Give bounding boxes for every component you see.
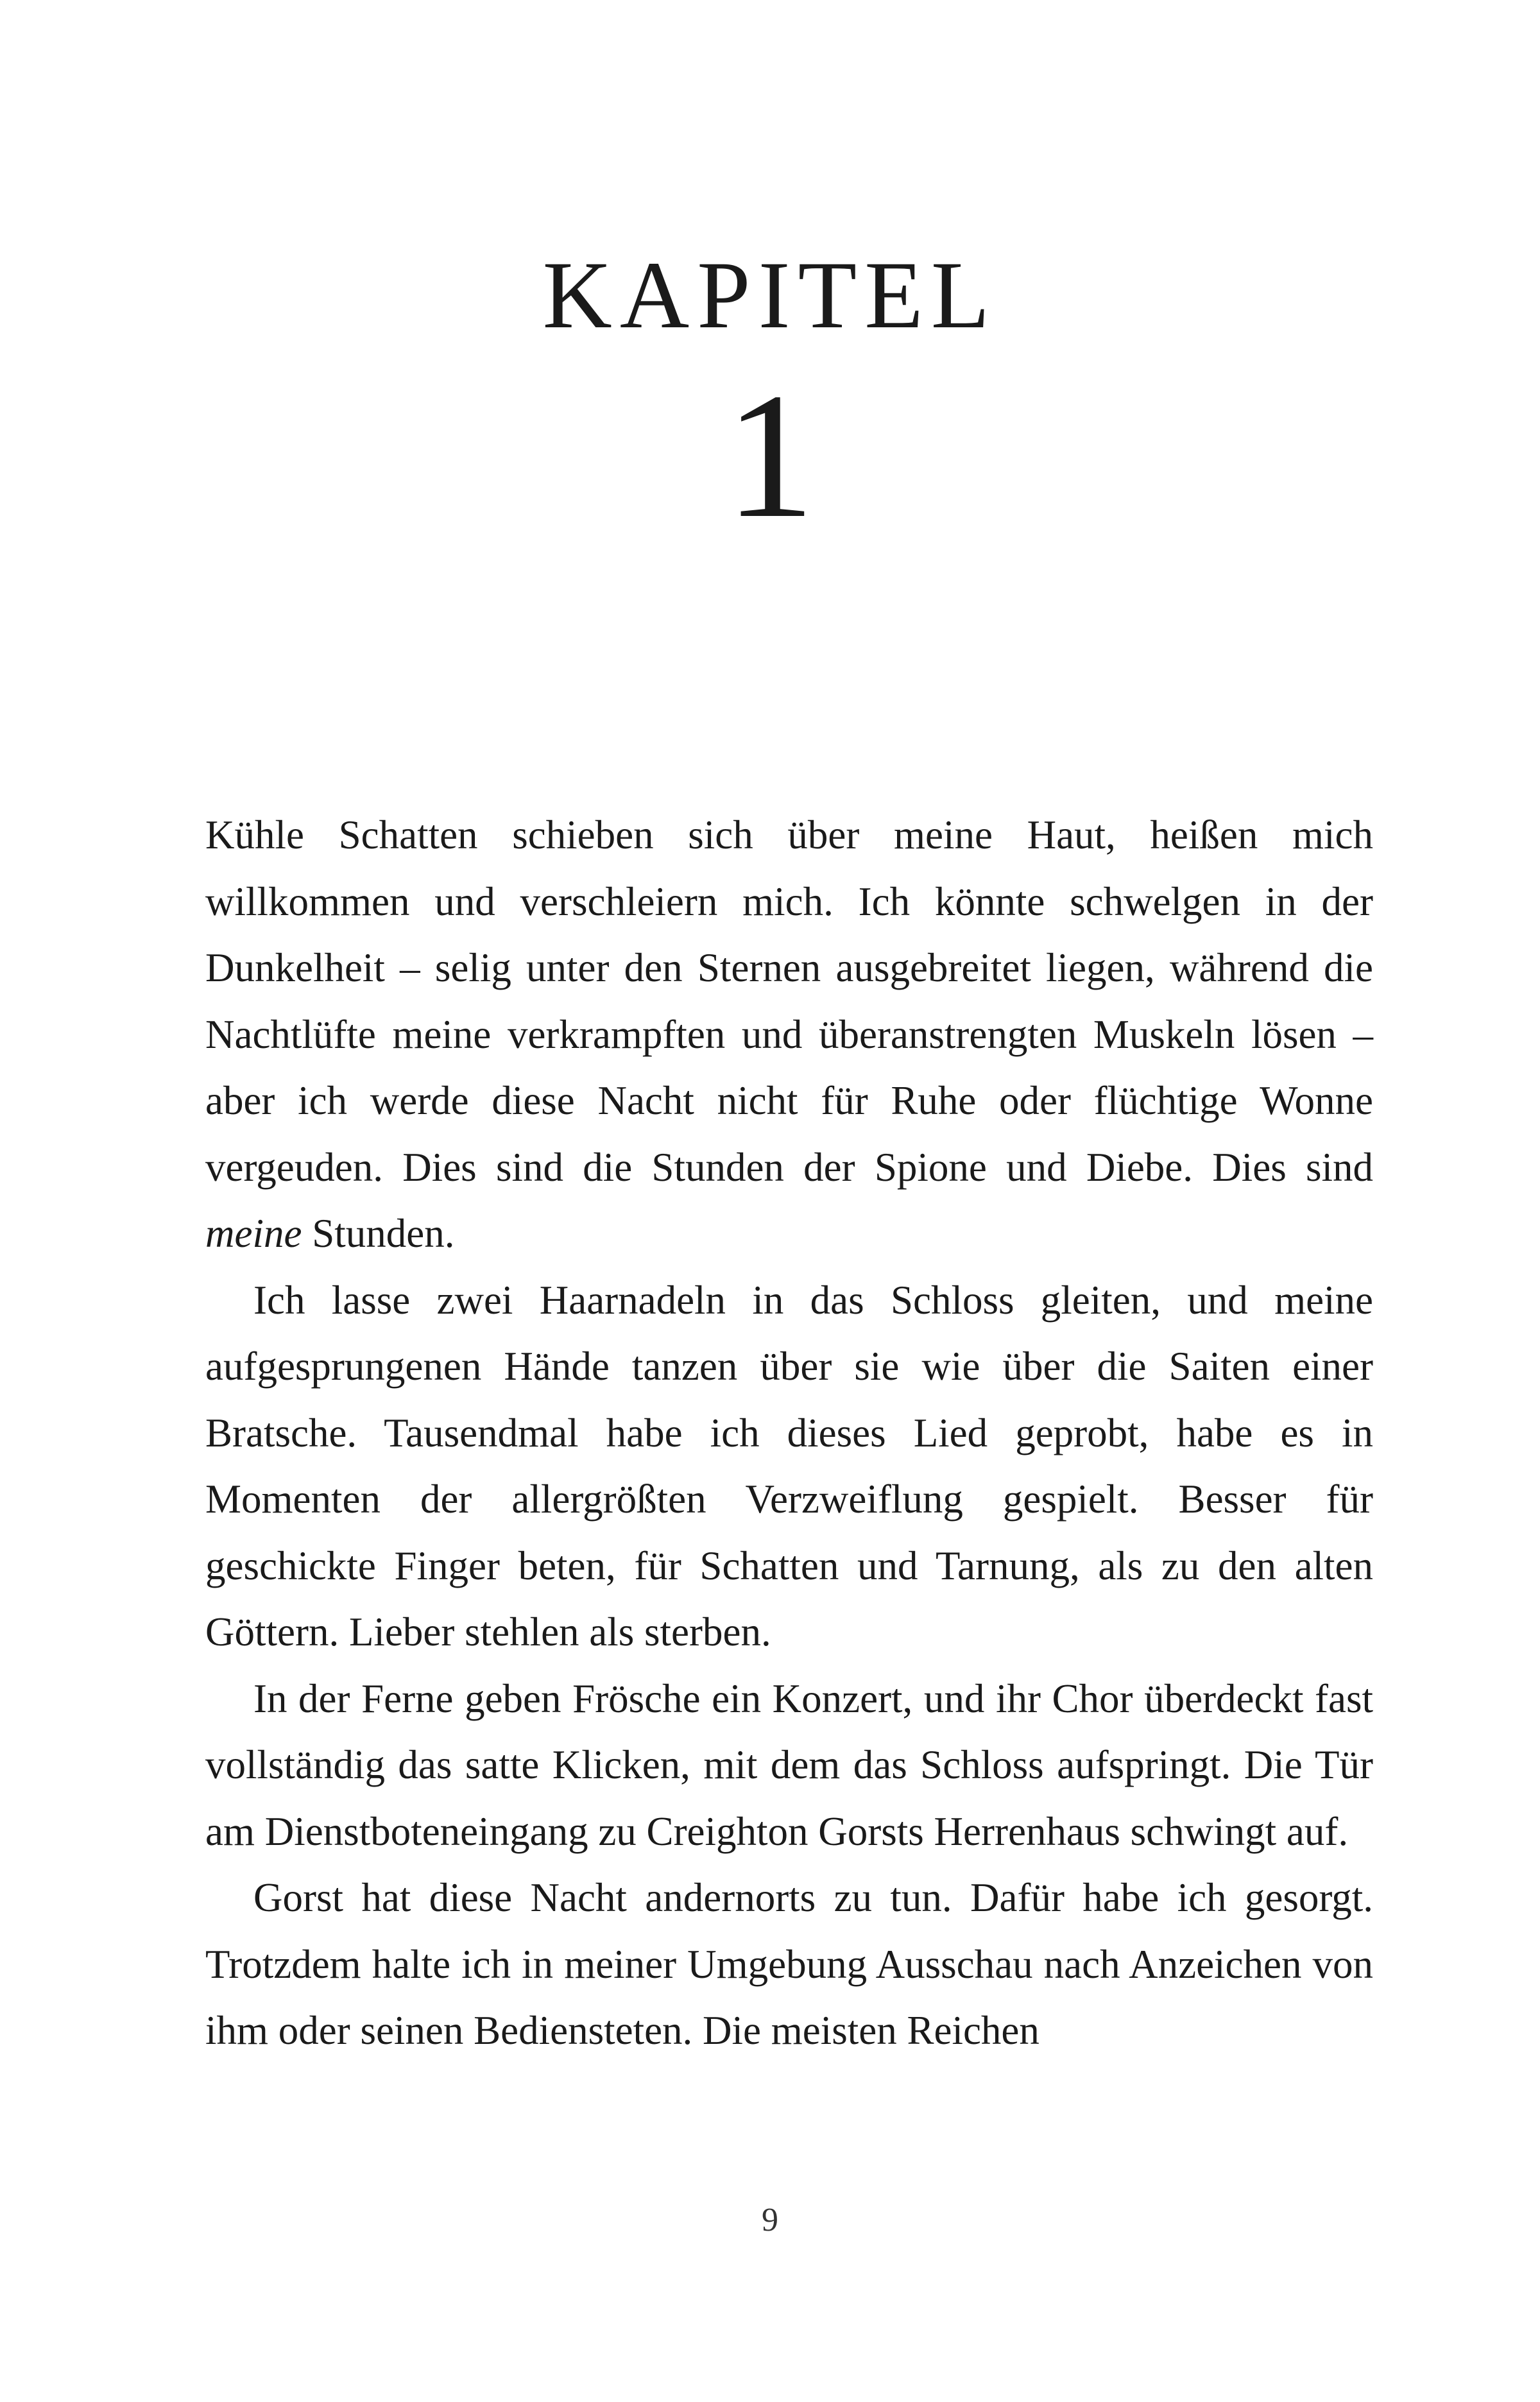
- paragraph-1: [205, 802, 1373, 1267]
- paragraph-2: Ich lasse zwei Haarnadeln in das Schloss gleiten, und meine aufgesprungenen Hände tanzen über sie wie über die Saiten einer Bratsche. Tausendmal habe ich dieses Lied geprobt, habe es in Momenten der allergrößten Verzweiflung gespielt. Besser für geschickte Finger beten, für Schatten und Tarnung, als zu den alten Göttern. Lieber stehlen als sterben.: [205, 1277, 1373, 1654]
- paragraph-3: In der Ferne geben Frösche ein Konzert, und ihr Chor überdeckt fast vollständig das satte Klicken, mit dem das Schloss aufspringt. Die Tür am Dienstboteneingang zu Creighton Gorsts Herrenhaus schwingt auf.: [205, 1676, 1373, 1854]
- paragraph-1-text: Kühle Schatten schieben sich über meine Haut, heißen mich willkommen und verschleiern mich. Ich könnte schwelgen in der Dunkelheit – selig unter den Sternen ausgebreitet liegen, während die Nachtlüfte meine verkrampften und überanstrengten Muskeln lösen – aber ich werde diese Nacht nicht für Ruhe oder flüchtige Wonne vergeuden. Dies sind die Stunden der Spione und Diebe. Dies sind: [205, 812, 1373, 1190]
- page-number: 9: [762, 2202, 778, 2238]
- paragraph-1-ending: Stunden.: [302, 1211, 455, 1256]
- chapter-title: KAPITEL: [542, 242, 998, 348]
- paragraph-4: Gorst hat diese Nacht andernorts zu tun. Dafür habe ich gesorgt. Trotzdem halte ich in meiner Umgebung Ausschau nach Anzeichen von ihm oder seinen Bediensteten. Die meisten Reichen: [205, 1875, 1373, 2053]
- emphasis-meine: meine: [205, 1211, 302, 1256]
- chapter-body: [205, 802, 1373, 2064]
- chapter-number: 1: [725, 356, 815, 555]
